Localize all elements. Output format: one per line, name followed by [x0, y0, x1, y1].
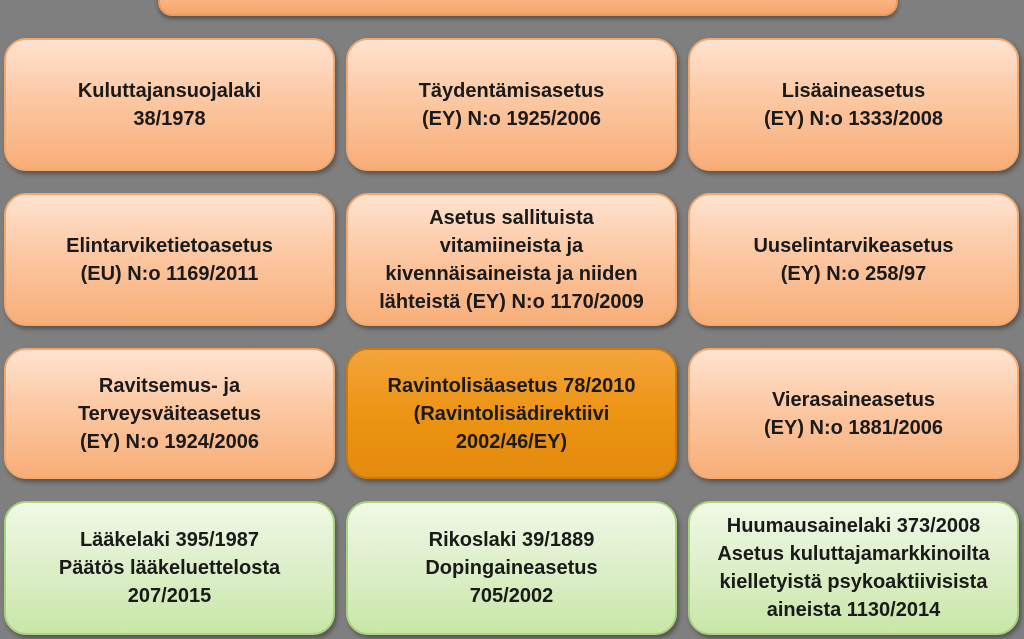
box-uuselintarvikeasetus: [688, 193, 1019, 326]
box-label: Ravintolisäasetus 78/2010 (Ravintolisädirektiivi 2002/46/EY): [387, 374, 636, 453]
box-label: Täydentämisasetus (EY) N:o 1925/2006: [418, 79, 605, 130]
box-elintarviketietoasetus: [4, 193, 335, 326]
box-lisaaineasetus: [688, 38, 1019, 171]
box-label: Huumausainelaki 373/2008 Asetus kuluttajamarkkinoilta kielletyistä psykoaktiivisista aineista 1130/2014: [717, 515, 990, 621]
box-taydentamisasetus: [346, 38, 677, 171]
box-ravitsemusasetus: [4, 348, 335, 479]
box-laakelaki: [4, 501, 335, 635]
box-kuluttajansuojalaki: [4, 38, 335, 171]
box-ravintolisaasetus: [346, 348, 677, 479]
box-label: Vierasaineasetus (EY) N:o 1881/2006: [764, 388, 943, 439]
box-label: Kuluttajansuojalaki 38/1978: [77, 79, 262, 130]
box-label: Asetus sallituista vitamiineista ja kivennäisaineista ja niiden lähteistä (EY) N:o 1170/2009: [379, 206, 644, 313]
box-label: Lisäaineasetus (EY) N:o 1333/2008: [764, 79, 943, 130]
box-label: Lääkelaki 395/1987 Päätös lääkeluettelosta 207/2015: [58, 529, 281, 607]
box-label: Uuselintarvikeasetus (EY) N:o 258/97: [753, 234, 954, 285]
box-huumausainelaki: [688, 501, 1019, 635]
top-category-box: [158, 0, 898, 16]
box-vierasaineasetus: [688, 348, 1019, 479]
box-vitamiiniasetus: [346, 193, 677, 326]
box-rikoslaki: [346, 501, 677, 635]
box-label: Elintarviketietoasetus (EU) N:o 1169/2011: [66, 234, 273, 285]
box-label: Ravitsemus- ja Terveysväiteasetus (EY) N:o 1924/2006: [77, 374, 262, 453]
box-label: Rikoslaki 39/1889 Dopingaineasetus 705/2002: [425, 529, 598, 607]
